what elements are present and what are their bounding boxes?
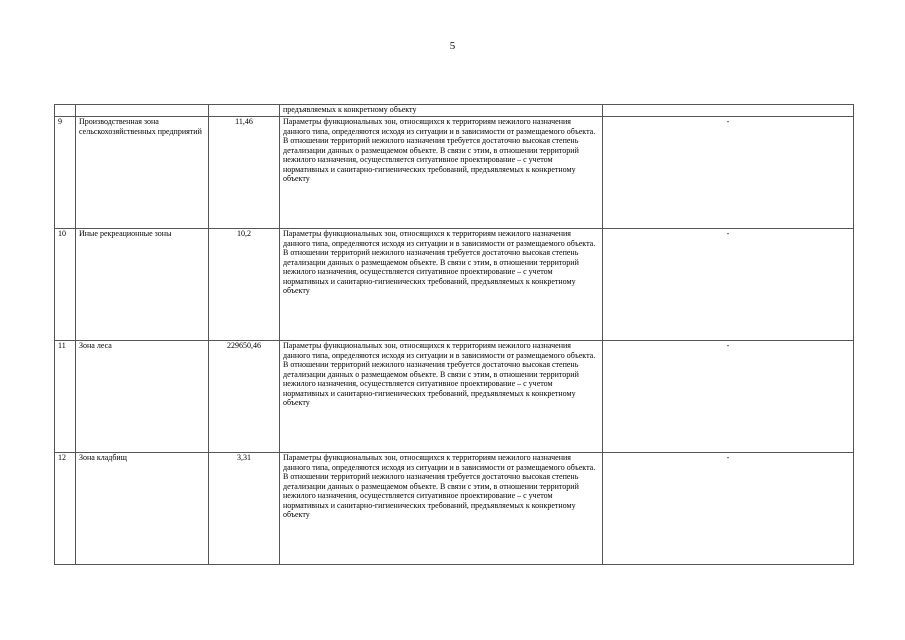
table-row	[55, 229, 854, 341]
cell-area: 10,2	[209, 229, 280, 341]
cell-name: Зона кладбищ	[76, 453, 209, 565]
cell-num	[55, 105, 76, 117]
page-number: 5	[449, 40, 456, 52]
cell-name: Производственная зона сельскохозяйственных предприятий	[76, 117, 209, 229]
cell-area: 229650,46	[209, 341, 280, 453]
table-row	[55, 117, 854, 229]
cell-note	[603, 105, 854, 117]
zones-table	[54, 104, 854, 565]
cell-params: Параметры функциональных зон, относящихся к территориям нежилого назначения данного типа, определяются исходя из ситуации и в зависимости от размещаемого объекта. В отношении территорий нежилого назначения требуется достаточно высокая степень детализации данных о размещаемом объекте. В связи с этим, в отношении территорий нежилого назначения, осуществляется ситуативное проектирование – с учетом нормативных и санитарно-гигиенических требований, предъявляемых к конкретному объекту	[280, 117, 603, 229]
cell-params: Параметры функциональных зон, относящихся к территориям нежилого назначения данного типа, определяются исходя из ситуации и в зависимости от размещаемого объекта. В отношении территорий нежилого назначения требуется достаточно высокая степень детализации данных о размещаемом объекте. В связи с этим, в отношении территорий нежилого назначения, осуществляется ситуативное проектирование – с учетом нормативных и санитарно-гигиенических требований, предъявляемых к конкретному объекту	[280, 229, 603, 341]
table-row	[55, 341, 854, 453]
cell-params: предъявляемых к конкретному объекту	[280, 105, 603, 117]
cell-params: Параметры функциональных зон, относящихся к территориям нежилого назначения данного типа, определяются исходя из ситуации и в зависимости от размещаемого объекта. В отношении территорий нежилого назначения требуется достаточно высокая степень детализации данных о размещаемом объекте. В связи с этим, в отношении территорий нежилого назначения, осуществляется ситуативное проектирование – с учетом нормативных и санитарно-гигиенических требований, предъявляемых к конкретному объекту	[280, 341, 603, 453]
cell-area: 3,31	[209, 453, 280, 565]
cell-note: -	[603, 341, 854, 453]
cell-num: 11	[55, 341, 76, 453]
cell-note: -	[603, 453, 854, 565]
cell-area	[209, 105, 280, 117]
cell-name	[76, 105, 209, 117]
cell-num: 10	[55, 229, 76, 341]
cell-note: -	[603, 117, 854, 229]
cell-name: Иные рекреационные зоны	[76, 229, 209, 341]
cell-name: Зона леса	[76, 341, 209, 453]
table-row-continuation	[55, 105, 854, 117]
cell-note: -	[603, 229, 854, 341]
cell-params: Параметры функциональных зон, относящихся к территориям нежилого назначения данного типа, определяются исходя из ситуации и в зависимости от размещаемого объекта. В отношении территорий нежилого назначения требуется достаточно высокая степень детализации данных о размещаемом объекте. В связи с этим, в отношении территорий нежилого назначения, осуществляется ситуативное проектирование – с учетом нормативных и санитарно-гигиенических требований, предъявляемых к конкретному объекту	[280, 453, 603, 565]
table-row	[55, 453, 854, 565]
cell-num: 9	[55, 117, 76, 229]
cell-area: 11,46	[209, 117, 280, 229]
cell-num: 12	[55, 453, 76, 565]
